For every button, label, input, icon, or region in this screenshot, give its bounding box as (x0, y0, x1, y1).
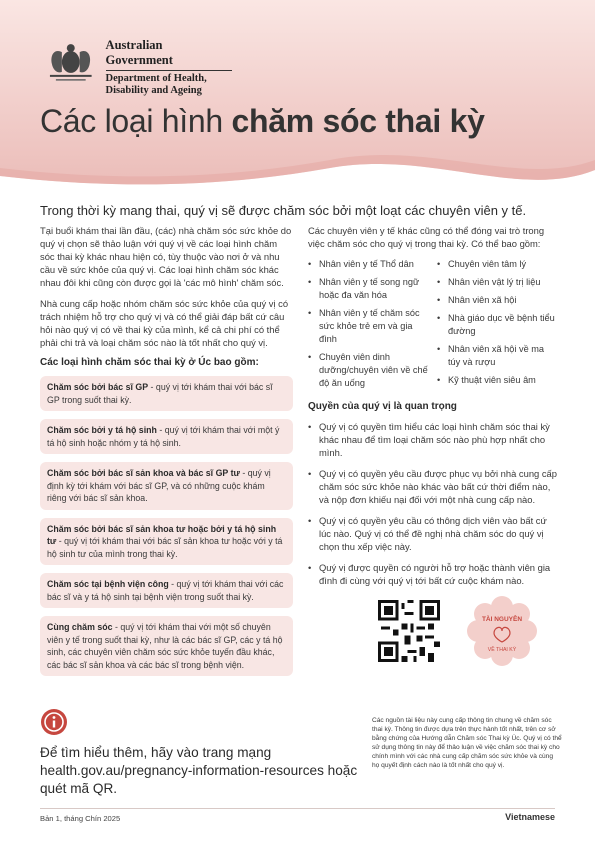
list-item: • Nhân viên xã hội về ma túy và rượu (437, 343, 558, 369)
care-type-card (40, 616, 293, 676)
pregnancy-resources-badge-icon (466, 595, 538, 667)
right-column (308, 224, 558, 667)
card-text: - quý vị tới khám thai với bác sĩ GP trong suốt thai kỳ. (47, 382, 273, 405)
header-background (0, 0, 595, 200)
card-text: - quý vị tới khám thai với bác sĩ sản khoa tư hoặc với y tá hộ sinh tư của mình trong thai kỳ. (47, 536, 283, 559)
care-type-card (40, 462, 293, 510)
edition-label: Bản 1, tháng Chín 2025 (40, 814, 121, 823)
government-logo (42, 38, 232, 94)
list-item: • Nhân viên y tế song ngữ hoặc đa văn hóa (308, 276, 429, 302)
rights-heading: Quyền của quý vị là quan trọng (308, 401, 457, 412)
department-line-2: Disability and Ageing (105, 85, 202, 96)
more-info-text: Để tìm hiểu thêm, hãy vào trang mạng health.gov.au/pregnancy-information-resources hoặc quét mã QR. (40, 745, 358, 796)
language-label: Vietnamese (505, 812, 555, 822)
footnote: Các nguồn tài liệu này cung cấp thông tin chung về chăm sóc thai kỳ. Thông tin được dựa trên thực hành tốt nhất, trên cơ sở bằng chứng của Hướng dẫn Chăm sóc Thai kỳ Úc. Quý vị có thể sử dụng thông tin này để thảo luận về việc chăm sóc thai kỳ cho chính mình với các nhà cung cấp chăm sóc sức khỏe và cùng họ quyết định cách nào là tốt nhất cho quý vị. (372, 717, 562, 769)
roles-list-2 (437, 258, 558, 395)
department-line-1: Department of Health, (105, 73, 207, 84)
card-title: Cùng chăm sóc (47, 622, 113, 632)
government-name: Australian Government (106, 38, 232, 71)
card-title: Chăm sóc bởi y tá hộ sinh (47, 425, 157, 435)
card-title: Chăm sóc tại bệnh viện công (47, 579, 169, 589)
list-item: • Nhà giáo dục về bệnh tiểu đường (437, 312, 558, 338)
list-item: • Nhân viên y tế Thổ dân (308, 258, 429, 271)
care-type-card (40, 376, 293, 411)
qr-row (308, 595, 558, 667)
badge-bottom-text: VỀ THAI KỲ (487, 647, 517, 653)
left-column (40, 224, 293, 684)
card-text: - quý vị tới khám thai với các bác sĩ và y tá hộ sinh tại bệnh viện trong suốt thai kỳ. (47, 579, 284, 602)
list-item: • Quý vị được quyền có người hỗ trợ hoặc thành viên gia đình đi cùng với quý vị tới bất cứ cuộc khám nào. (308, 561, 558, 587)
roles-list-1 (308, 258, 429, 395)
card-title: Chăm sóc bởi bác sĩ sản khoa và bác sĩ GP tư (47, 468, 240, 478)
list-item: • Nhân viên y tế chăm sóc sức khỏe trẻ em và gia đình (308, 307, 429, 346)
list-item: • Nhân viên vật lý trị liệu (437, 276, 558, 289)
other-professionals-paragraph: Các chuyên viên y tế khác cũng có thể đóng vai trò trong việc chăm sóc cho quý vị trong thai kỳ. Có thể bao gồm: (308, 225, 545, 249)
list-item: • Chuyên viên dinh dưỡng/chuyên viên về chế độ ăn uống (308, 351, 429, 390)
card-title: Chăm sóc bởi bác sĩ sản khoa tư hoặc bởi y tá hộ sinh tư (47, 523, 277, 546)
info-icon (40, 708, 68, 736)
page-title (40, 103, 485, 140)
list-item: • Quý vị có quyền tìm hiểu các loại hình chăm sóc thai kỳ khác nhau để tìm loại chăm sóc nào phù hợp nhất cho mình. (308, 420, 558, 459)
professional-roles (308, 258, 558, 395)
list-item: • Quý vị có quyền yêu cầu có thông dịch viên vào bất cứ lúc nào. Quý vị có thể đề nghị nhà chăm sóc do quý vị chọn thu xếp việc này. (308, 514, 558, 553)
qr-code[interactable] (378, 600, 440, 662)
card-title: Chăm sóc bởi bác sĩ GP (47, 382, 149, 392)
care-types-heading: Các loại hình chăm sóc thai kỳ ở Úc bao gồm: (40, 357, 259, 368)
card-text: - quý vị tới khám thai với một số chuyên viên y tế trong suốt thai kỳ, như là các bác sĩ GP, các y tá hộ sinh, các chuyên viên chăm sóc sức khỏe tuyến đầu khác, các bác sĩ sản khoa và các bác sĩ trong bệnh viện. (47, 622, 283, 670)
card-text: - quý vị tới khám thai với một ý tá hộ sinh hoặc nhóm y tá hộ sinh. (47, 425, 280, 448)
care-type-card (40, 573, 293, 608)
list-item: • Quý vị có quyền yêu cầu được phục vụ bởi nhà cung cấp chăm sóc sức khỏe nào khác vào bất cứ thời điểm nào, và nộp đơn khiếu nại đối với một nhà cung cấp nào. (308, 467, 558, 506)
rights-list (308, 420, 558, 587)
title-light: Các loại hình (40, 103, 232, 139)
list-item: • Nhân viên xã hội (437, 294, 558, 307)
badge-top-text: TÀI NGUYÊN (481, 616, 523, 623)
care-type-card (40, 419, 293, 454)
intro-paragraph-2: Nhà cung cấp hoặc nhóm chăm sóc sức khỏe của quý vị có trách nhiệm hỗ trợ cho quý vị và có thể giải đáp bất cứ câu hỏi nào quý vị có về thai kỳ của mình, kể cả chi phí có thể phải chi trả và loại chăm sóc nào là tốt nhất cho quý vị. (40, 298, 289, 348)
intro-paragraph-1: Tại buổi khám thai lần đầu, (các) nhà chăm sóc sức khỏe do quý vị chọn sẽ thảo luận với quý vị về các loại hình chăm sóc thai kỳ khác nhau hiện có, tùy thuộc vào nơi ở và nhu cầu về sức khỏe của quý vị. Các loại hình chăm sóc khác nhau đôi khi cũng còn được gọi là 'các mô hình' chăm sóc. (40, 225, 292, 288)
card-text: - quý vị định kỳ tới khám với bác sĩ GP, và có những cuộc khám riêng với bác sĩ sản khoa. (47, 468, 271, 503)
title-bold: chăm sóc thai kỳ (231, 103, 485, 139)
intro-lead: Trong thời kỳ mang thai, quý vị sẽ được chăm sóc bởi một loạt các chuyên viên y tế. (40, 203, 527, 218)
list-item: • Kỹ thuật viên siêu âm (437, 374, 558, 387)
list-item: • Chuyên viên tâm lý (437, 258, 558, 271)
coat-of-arms-icon (42, 38, 100, 84)
footer-divider (40, 808, 555, 809)
care-type-card (40, 518, 293, 566)
